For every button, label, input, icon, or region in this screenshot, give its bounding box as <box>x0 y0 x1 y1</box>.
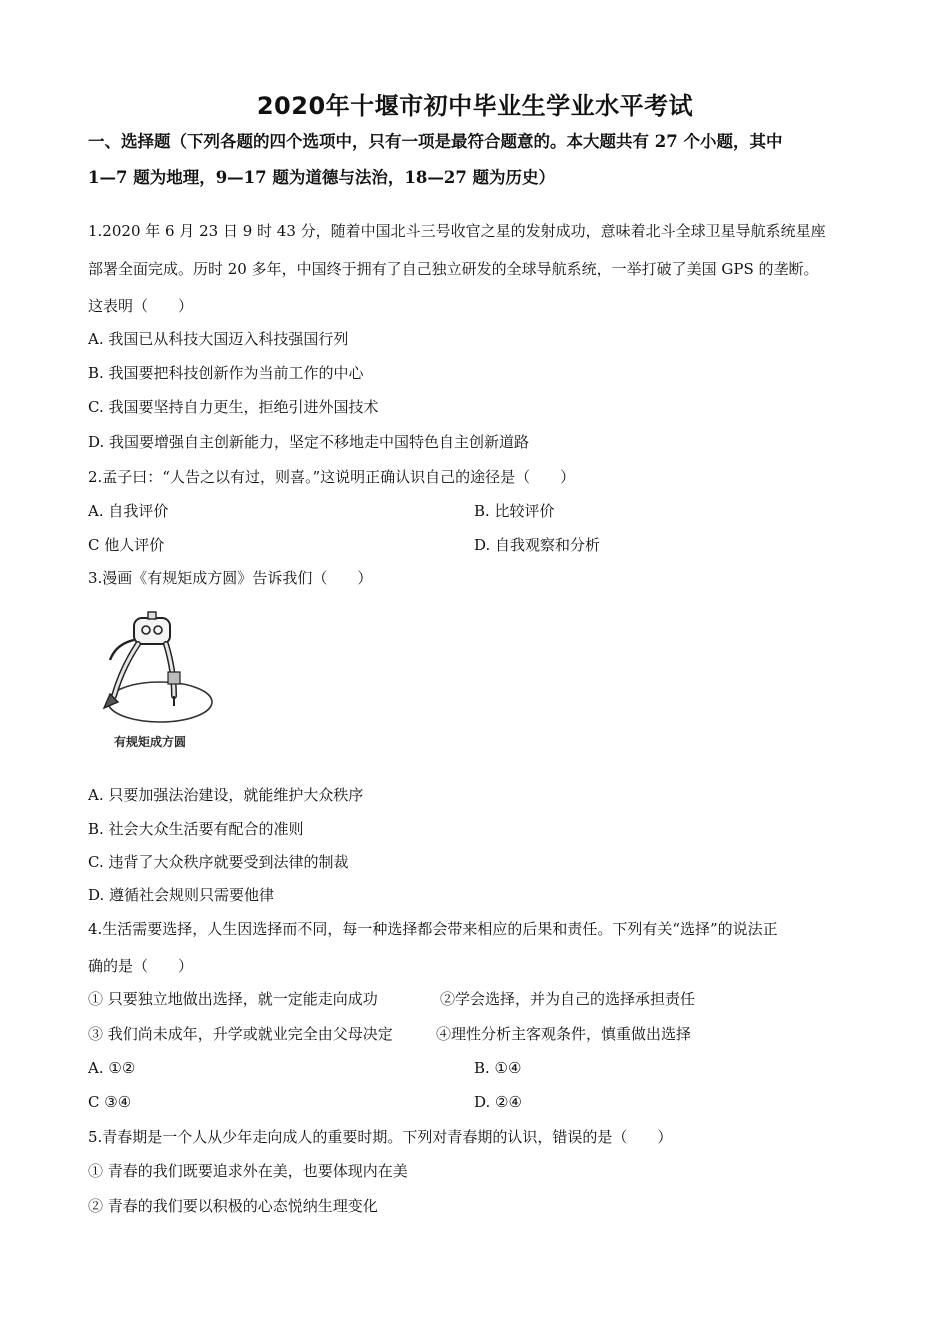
q3-option-a: A. 只要加强法治建设，就能维护大众秩序 <box>88 786 364 804</box>
q1-option-a: A. 我国已从科技大国迈入科技强国行列 <box>88 330 349 348</box>
q3-cartoon-caption: 有规矩成方圆 <box>114 735 187 749</box>
q4-statement-4: ④理性分析主客观条件，慎重做出选择 <box>436 1025 692 1043</box>
q1-option-d: D. 我国要增强自主创新能力，坚定不移地走中国特色自主创新道路 <box>88 433 530 451</box>
q1-option-b: B. 我国要把科技创新作为当前工作的中心 <box>88 364 364 382</box>
q1-option-c: C. 我国要坚持自力更生，拒绝引进外国技术 <box>88 398 379 416</box>
q5-statement-2: ② 青春的我们要以积极的心态悦纳生理变化 <box>88 1197 378 1215</box>
q4-option-a: A. ①② <box>88 1059 136 1077</box>
q2-option-b: B. 比较评价 <box>474 502 555 520</box>
section-heading-line-1: 一、选择题（下列各题的四个选项中，只有一项是最符合题意的。本大题共有 27 个小题，其中 <box>88 132 783 151</box>
section-heading <box>88 124 878 196</box>
q4-option-d: D. ②④ <box>474 1093 522 1111</box>
q2-option-c: C 他人评价 <box>88 536 165 554</box>
q5-stem: 5.青春期是一个人从少年走向成人的重要时期。下列对青春期的认识，错误的是（ ） <box>88 1128 673 1146</box>
q2-option-d: D. 自我观察和分析 <box>474 536 601 554</box>
q2-stem: 2.孟子曰：“人告之以有过，则喜。”这说明正确认识自己的途径是（ ） <box>88 468 576 486</box>
q3-option-b: B. 社会大众生活要有配合的准则 <box>88 820 304 838</box>
q3-option-d: D. 遵循社会规则只需要他律 <box>88 886 275 904</box>
q1-stem-line-2: 部署全面完成。历时 20 多年，中国终于拥有了自己独立研发的全球导航系统，一举打破了美国 GPS 的垄断。 <box>88 260 819 278</box>
q4-option-c: C ③④ <box>88 1093 132 1111</box>
q3-option-c: C. 违背了大众秩序就要受到法律的制裁 <box>88 853 349 871</box>
q3-cartoon-image <box>94 610 218 758</box>
q4-stem-line-1: 4.生活需要选择，人生因选择而不同，每一种选择都会带来相应的后果和责任。下列有关“选择”的说法正 <box>88 920 778 938</box>
q4-statement-3: ③ 我们尚未成年，升学或就业完全由父母决定 <box>88 1025 393 1043</box>
q3-stem: 3.漫画《有规矩成方圆》告诉我们（ ） <box>88 569 373 587</box>
section-heading-line-2: 1—7 题为地理，9—17 题为道德与法治，18—27 题为历史） <box>88 168 556 187</box>
exam-title: 2020年十堰市初中毕业生学业水平考试 <box>256 92 694 120</box>
q5-statement-1: ① 青春的我们既要追求外在美，也要体现内在美 <box>88 1162 408 1180</box>
q1-stem-line-3: 这表明（ ） <box>88 297 194 315</box>
q4-statement-2: ②学会选择，并为自己的选择承担责任 <box>440 990 696 1008</box>
q4-option-b: B. ①④ <box>474 1059 522 1077</box>
q4-statement-1: ① 只要独立地做出选择，就一定能走向成功 <box>88 990 378 1008</box>
cartoon-circle-shape <box>108 682 212 722</box>
q2-option-a: A. 自我评价 <box>88 502 169 520</box>
cartoon-compass-head <box>134 618 170 644</box>
q4-stem-line-2: 确的是（ ） <box>88 957 194 975</box>
q1-stem-line-1: 1.2020 年 6 月 23 日 9 时 43 分，随着中国北斗三号收官之星的发射成功，意味着北斗全球卫星导航系统星座 <box>88 222 826 240</box>
